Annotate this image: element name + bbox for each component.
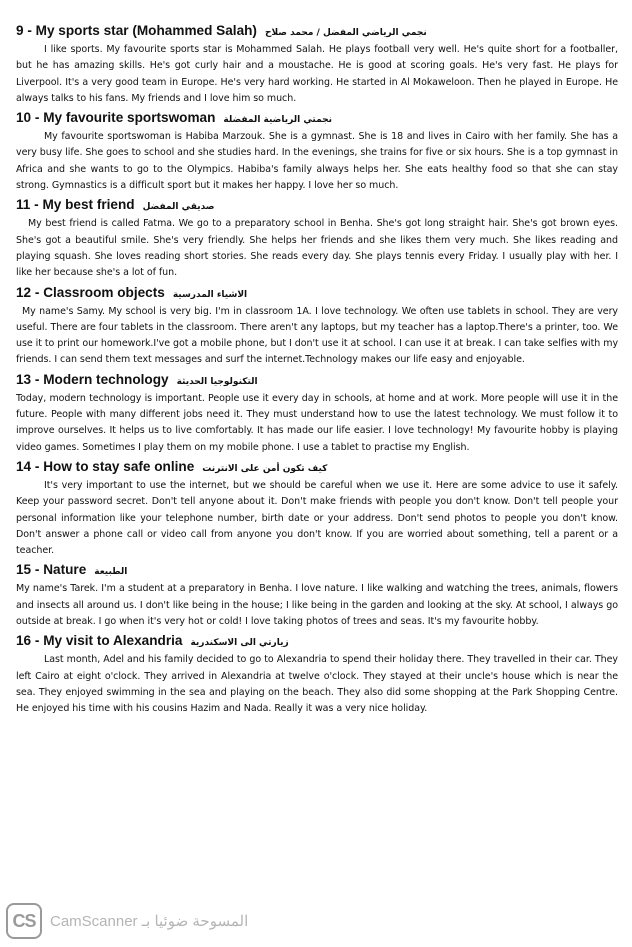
camscanner-logo-icon: CS (6, 903, 42, 939)
section-title-arabic: الاشياء المدرسية (172, 289, 248, 300)
section-favourite-sportswoman (16, 109, 618, 194)
section-classroom-objects (16, 284, 618, 369)
section-paragraph: My best friend is called Fatma. We go to a preparatory school in Benha. She's got long straight hair. She's got brown eyes. She's got a beautiful smile. She's very friendly. She helps her friends and she likes them very much. She likes reading and playing squash. She loves reading short stories. She reads every day. She plays tennis every Friday. I usually play with her. I like her because she's a lot of fun. (16, 218, 618, 279)
section-paragraph: Today, modern technology is important. People use it every day in schools, at home and at work. More people will use it in the future. People with many different jobs need it. They must understand how to use the latest technology. We must follow it to improve ourselves. It helps us to live comfortably. It has made our life easier. I love technology! My favourite hobby is playing video games. Sometimes I play them on my mobile phone. I use a tablet to practise my English. (16, 392, 618, 453)
section-title: 13 - Modern technology (16, 371, 169, 387)
section-title: 16 - My visit to Alexandria (16, 633, 183, 649)
section-heading (16, 196, 618, 216)
section-heading (16, 109, 618, 129)
section-title-arabic: كيف تكون أمن على الانترنت (202, 463, 328, 474)
section-title-arabic: الطبيعة (94, 567, 128, 578)
section-title-arabic: زيارتي الى الاسكندرية (190, 638, 289, 649)
worksheet-page (16, 22, 618, 720)
section-title-arabic: صديقي المفضل (142, 202, 215, 213)
section-visit-alexandria (16, 632, 618, 717)
section-title: 9 - My sports star (Mohammed Salah) (16, 23, 257, 38)
section-heading (16, 371, 618, 391)
section-heading (16, 22, 618, 42)
section-title: 10 - My favourite sportswoman (16, 110, 216, 126)
section-nature (16, 561, 618, 630)
camscanner-label: المسوحة ضوئيا بـ CamScanner (50, 913, 249, 930)
section-heading (16, 284, 618, 304)
section-heading (16, 632, 618, 652)
section-title-arabic: نجمتي الرياضية المفضلة (223, 115, 332, 126)
section-paragraph: I like sports. My favourite sports star is Mohammed Salah. He plays football very well. He's quite short for a footballer, but he has amazing skills. He's got curly hair and a moustache. He is good at scoring goals. He's very fast. He plays for Liverpool. It's a very good team in Europe. He's very hard working. He started in Al Mokaweloon. Then he played in Europe. He always talks to his fans. My friends and I love him so much. (16, 44, 618, 104)
section-sports-star (16, 22, 618, 107)
section-paragraph: My name's Samy. My school is very big. I'm in classroom 1A. I love technology. We often use tablets in school. They are very useful. There are four tablets in the classroom. There aren't any laptops, but my teacher has a laptop.There's a printer, too. We use it to print our homework.I've got a mobile phone, but I don't use it at school. I can use it at break. I can take selfies with my friends. I can send them text messages and surf the internet.Technology makes our life easy and enjoyable. (16, 305, 619, 366)
section-heading (16, 561, 618, 581)
section-title: 11 - My best friend (16, 197, 135, 213)
section-title-arabic: نجمي الرياضي المفضل / محمد صلاح (264, 28, 427, 38)
section-modern-technology (16, 371, 618, 456)
section-title: 14 - How to stay safe online (16, 458, 195, 474)
section-paragraph: It's very important to use the internet, but we should be careful when we use it. Here are some advice to use it safely. Keep your password secret. Don't tell anyone about it. Don't make friends with people you don't know. Don't tell people your personal information like your telephone number, birth date or your address. Don't send photos to people you don't know. Don't answer a phone call or video call from anyone you don't know. If you are worried about something, tell a parent or a teacher. (16, 479, 618, 557)
section-paragraph: Last month, Adel and his family decided to go to Alexandria to spend their holiday there. They travelled in their car. They left Cairo at eight o'clock. They arrived in Alexandria at twelve o'clock. They stayed at their uncle's house which is near the sea. They enjoyed swimming in the sea and playing on the beach. They also did some shopping at the Park Shopping Centre. He enjoyed his time with his cousins Hazim and Nada. Really it was a very nice holiday. (16, 654, 618, 715)
section-title-arabic: التكنولوجيا الحديثة (176, 376, 258, 387)
section-heading (16, 458, 618, 478)
section-stay-safe-online (16, 458, 618, 559)
camscanner-watermark (6, 903, 248, 939)
section-title: 12 - Classroom objects (16, 284, 165, 300)
section-paragraph: My favourite sportswoman is Habiba Marzouk. She is a gymnast. She is 18 and lives in Cairo with her family. She has a very busy life. She goes to school and she studies hard. In the evenings, she trains for five or six hours. She is a top gymnast in Africa and she wants to go to the Olympics. Habiba's family always helps her. She eats healthy food so that she can stay strong. Gymnastics is a difficult sport but it makes her happy. I love her so much. (16, 131, 618, 192)
section-best-friend (16, 196, 618, 281)
section-title: 15 - Nature (16, 562, 87, 578)
section-paragraph: My name's Tarek. I'm a student at a preparatory in Benha. I love nature. I like walking and watching the trees, animals, flowers and insects all around us. I don't like being in the house; I like being in the garden and looking at the sky. At school, I always go outside at break. I go when it's very hot or cold! I love taking photos of trees and seas. It's my favourite hobby. (16, 583, 618, 628)
